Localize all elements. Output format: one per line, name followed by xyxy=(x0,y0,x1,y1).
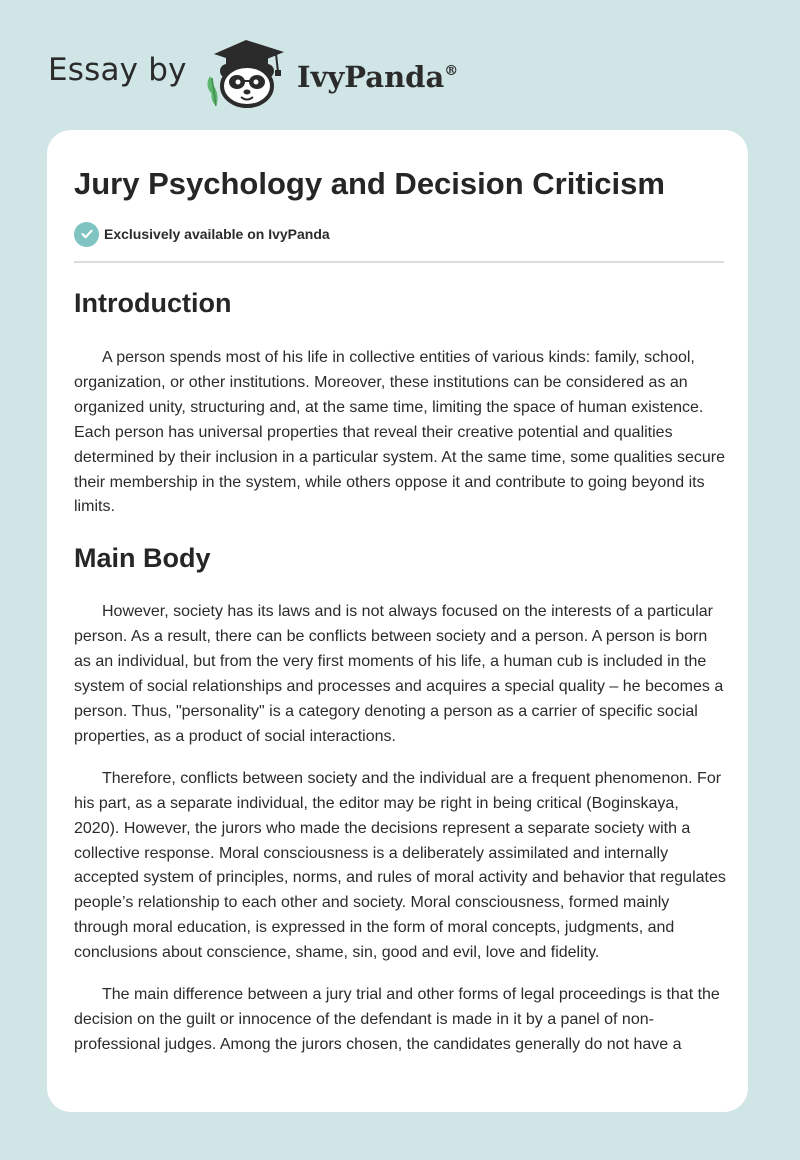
section-heading-introduction: Introduction xyxy=(74,288,232,318)
registered-mark: ® xyxy=(444,63,459,79)
panda-graduate-icon[interactable] xyxy=(200,36,290,108)
essay-by-label: Essay by xyxy=(48,52,187,88)
brand-name: IvyPanda xyxy=(297,60,445,94)
paragraph: Therefore, conflicts between society and the individual are a frequent phenomenon. For his part, as a separate individual, the editor may be right in being critical (Boginskaya, 2020). However, the jurors who made the decisions represent a separate society with a collective response. Moral consciousness is a deliberately assimilated and internally accepted system of principles, norms, and rules of moral activity and behavior that regulates people’s relationship to each other and society. Moral consciousness, formed mainly through moral education, is expressed in the form of moral concepts, judgments, and conclusions about conscience, shame, sin, good and evil, love and fidelity. xyxy=(74,769,726,962)
check-circle-icon xyxy=(74,222,99,247)
site-header xyxy=(0,0,800,130)
brand-logo[interactable] xyxy=(297,51,458,97)
exclusive-badge-text: Exclusively available on IvyPanda xyxy=(104,226,330,242)
paragraph: A person spends most of his life in collective entities of various kinds: family, school, organization, or other institutions. Moreover, these institutions can be considered as an organized unity, structuring and, at the same time, limiting the space of human existence. Each person has universal properties that reveal their creative potential and qualities determined by their inclusion in a particular system. At the same time, some qualities secure their membership in the system, while others oppose it and contribute to going beyond its limits. xyxy=(74,349,725,516)
essay-card xyxy=(47,130,748,1112)
page-title: Jury Psychology and Decision Criticism xyxy=(74,166,665,201)
essay-body xyxy=(74,280,726,1058)
paragraph: The main difference between a jury trial and other forms of legal proceedings is that the decision on the guilt or innocence of the defendant is made in it by a panel of non-professional judges. Among the jurors chosen, the candidates generally do not have a xyxy=(74,986,720,1053)
paragraph: However, society has its laws and is not always focused on the interests of a particular person. As a result, there can be conflicts between society and a person. A person is born as an individual, but from the very first moments of his life, a human cub is included in the system of social relationships and processes and acquires a special quality – he becomes a person. Thus, "personality" is a category denoting a person as a carrier of specific social properties, as a product of social interactions. xyxy=(74,603,724,745)
title-divider xyxy=(74,261,724,263)
exclusive-badge xyxy=(74,221,330,247)
section-heading-main-body: Main Body xyxy=(74,543,211,574)
